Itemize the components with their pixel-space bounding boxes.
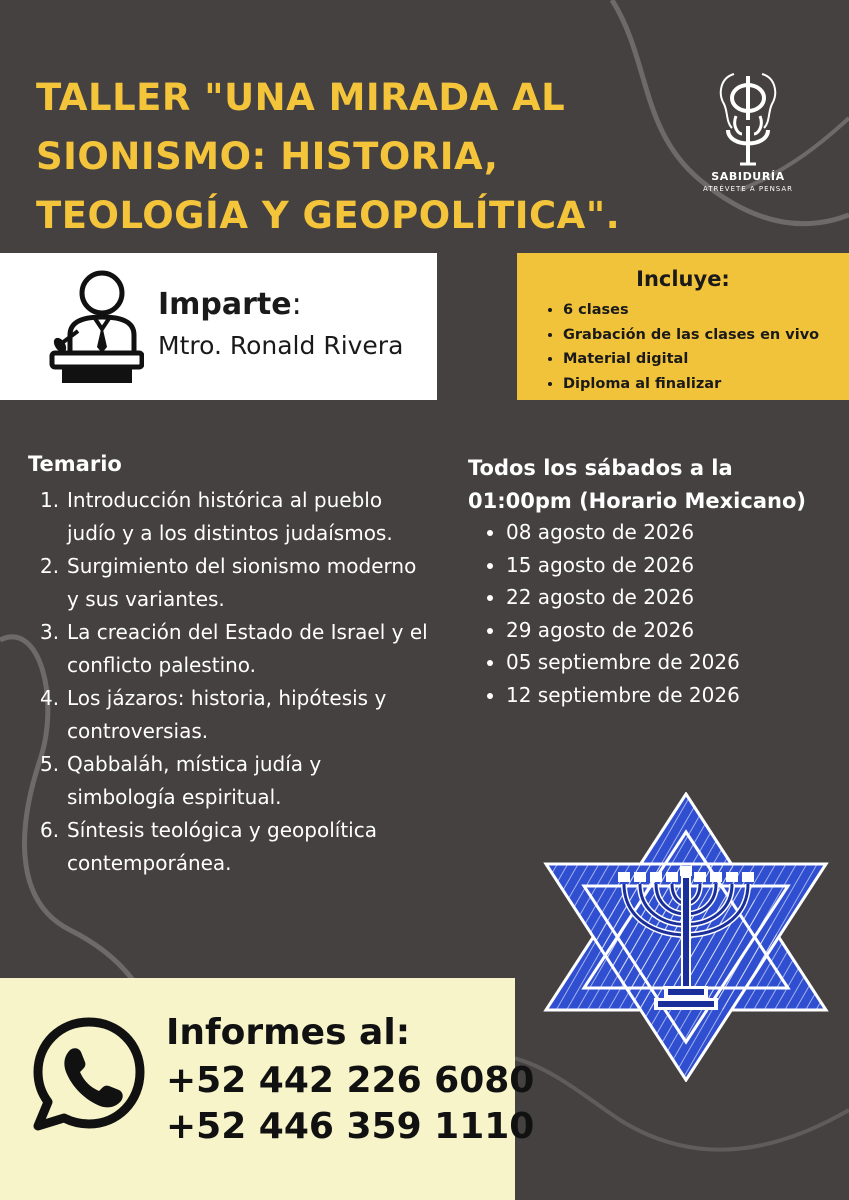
syllabus-item bbox=[40, 550, 480, 616]
syllabus-item-text: Síntesis teológica y geopolítica bbox=[67, 818, 377, 842]
syllabus-item bbox=[40, 484, 480, 550]
syllabus-item-text: Surgimiento del sionismo moderno bbox=[67, 554, 417, 578]
contact-title: Informes al: bbox=[166, 1012, 411, 1053]
instructor-label-colon: : bbox=[291, 287, 302, 322]
title-line: TALLER "UNA MIRADA AL bbox=[36, 76, 566, 119]
syllabus-item-number: 1. bbox=[40, 488, 60, 512]
syllabus-item-number: 6. bbox=[40, 818, 60, 842]
schedule-title bbox=[468, 452, 806, 518]
instructor-name: Mtro. Ronald Rivera bbox=[158, 331, 404, 360]
speaker-podium-icon bbox=[44, 269, 144, 385]
schedule-date: • 08 agosto de 2026 bbox=[506, 516, 740, 549]
syllabus-title: Temario bbox=[28, 452, 122, 476]
includes-item: • Diploma al finalizar bbox=[563, 372, 819, 397]
syllabus-item-text: contemporánea. bbox=[67, 851, 232, 875]
schedule-title-line: 01:00pm (Horario Mexicano) bbox=[468, 489, 806, 513]
schedule-date: • 29 agosto de 2026 bbox=[506, 614, 740, 647]
instructor-label-text: Imparte bbox=[158, 287, 292, 322]
schedule-date: • 22 agosto de 2026 bbox=[506, 581, 740, 614]
title-line: TEOLOGÍA Y GEOPOLÍTICA". bbox=[36, 194, 621, 237]
phone-number[interactable]: +52 446 359 1110 bbox=[166, 1106, 535, 1147]
star-of-david-menorah-icon bbox=[536, 792, 836, 1082]
syllabus-item bbox=[40, 682, 480, 748]
logo-name: SABIDURÍA bbox=[711, 170, 785, 183]
includes-item: • Grabación de las clases en vivo bbox=[563, 323, 819, 348]
syllabus-item-text: y sus variantes. bbox=[67, 587, 225, 611]
syllabus-item bbox=[40, 814, 480, 880]
schedule-date: • 12 septiembre de 2026 bbox=[506, 679, 740, 712]
logo-tagline: ATRÉVETE A PENSAR bbox=[702, 185, 794, 193]
includes-list bbox=[545, 298, 819, 396]
syllabus-item-text: Qabbaláh, mística judía y bbox=[67, 752, 322, 776]
syllabus-item-text: Los jázaros: historia, hipótesis y bbox=[67, 686, 387, 710]
syllabus-item-text: Introducción histórica al pueblo bbox=[67, 488, 383, 512]
syllabus-item bbox=[40, 748, 480, 814]
syllabus-item-number: 3. bbox=[40, 620, 60, 644]
syllabus-item-text: conflicto palestino. bbox=[67, 653, 257, 677]
phi-psi-logo-icon bbox=[698, 68, 798, 168]
schedule-dates bbox=[484, 516, 740, 711]
instructor-label bbox=[158, 287, 302, 322]
includes-title: Incluye: bbox=[636, 267, 730, 291]
schedule-title-line: Todos los sábados a la bbox=[468, 456, 733, 480]
syllabus-item-text: controversias. bbox=[67, 719, 209, 743]
workshop-title bbox=[36, 68, 676, 245]
contact-box bbox=[0, 978, 535, 1200]
syllabus-item-number: 5. bbox=[40, 752, 60, 776]
schedule-date: • 05 septiembre de 2026 bbox=[506, 646, 740, 679]
phone-number[interactable]: +52 442 226 6080 bbox=[166, 1060, 535, 1101]
syllabus-item-number: 2. bbox=[40, 554, 60, 578]
includes-item: • Material digital bbox=[563, 347, 819, 372]
syllabus-item-text: La creación del Estado de Israel y el bbox=[67, 620, 428, 644]
syllabus-list bbox=[40, 484, 480, 880]
includes-box bbox=[517, 253, 849, 400]
schedule-date: • 15 agosto de 2026 bbox=[506, 549, 740, 582]
whatsapp-icon bbox=[30, 1014, 148, 1132]
brand-logo bbox=[698, 68, 798, 196]
syllabus-item-number: 4. bbox=[40, 686, 60, 710]
includes-item: • 6 clases bbox=[563, 298, 819, 323]
syllabus-item-text: judío y a los distintos judaísmos. bbox=[67, 521, 393, 545]
instructor-box bbox=[0, 253, 437, 400]
syllabus-item bbox=[40, 616, 480, 682]
title-line: SIONISMO: HISTORIA, bbox=[36, 135, 499, 178]
syllabus-item-text: simbología espiritual. bbox=[67, 785, 282, 809]
